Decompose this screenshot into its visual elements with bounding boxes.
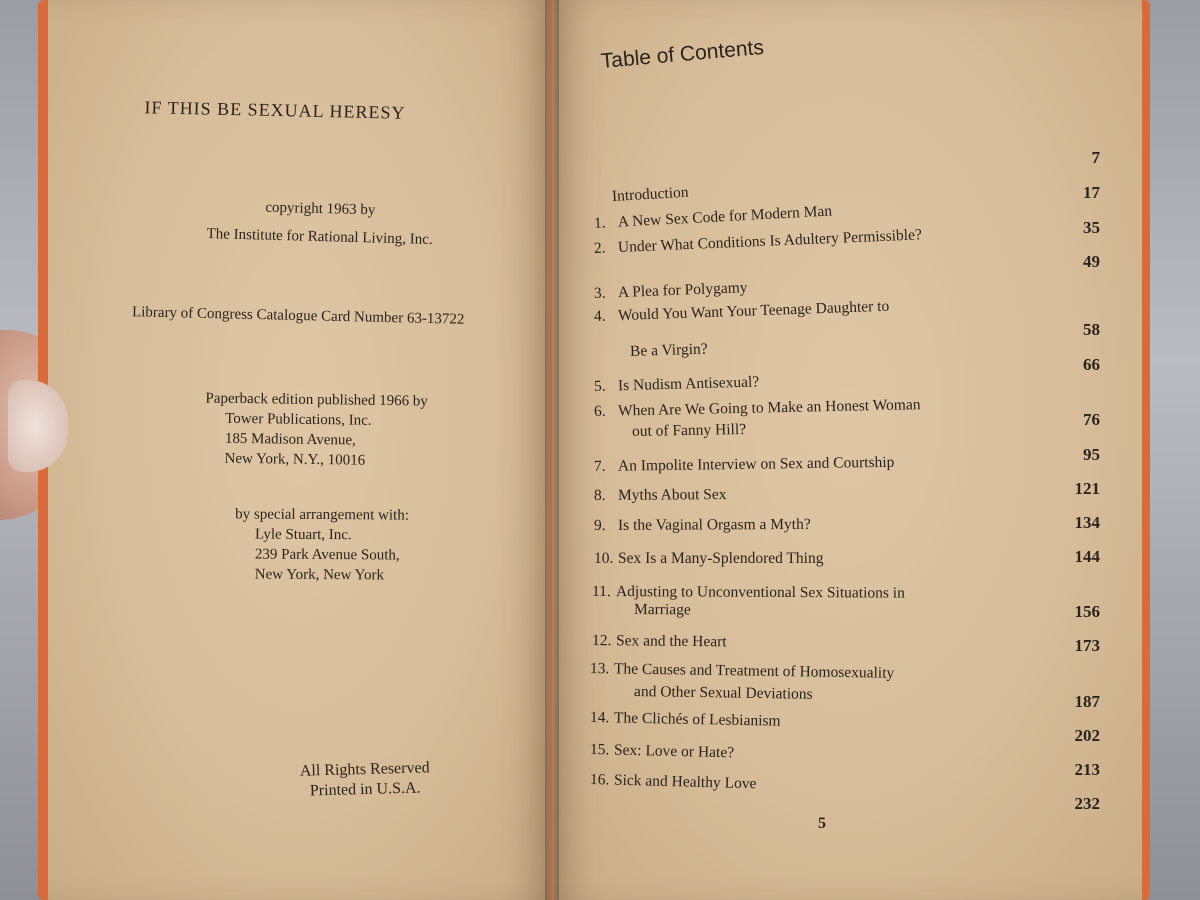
toc-entry-number: 2. bbox=[593, 239, 606, 257]
toc-entry bbox=[590, 709, 781, 731]
toc-entry bbox=[592, 632, 727, 651]
toc-entry-title: Introduction bbox=[611, 183, 689, 205]
toc-entry bbox=[594, 279, 748, 303]
book-title: IF THIS BE SEXUAL HERESY bbox=[144, 97, 406, 123]
toc-entry-title: Would You Want Your Teenage Daughter to bbox=[617, 297, 890, 325]
toc-entry-title: A Plea for Polygamy bbox=[617, 279, 748, 302]
toc-entry-number: 11. bbox=[591, 583, 611, 601]
toc-page-number: 76 bbox=[1083, 410, 1100, 429]
toc-entry-title: Sex Is a Many-Splendored Thing bbox=[618, 550, 824, 567]
toc-page-number: 121 bbox=[1074, 479, 1100, 498]
toc-entry-number: 12. bbox=[591, 632, 612, 650]
toc-entry-number: 8. bbox=[593, 486, 606, 504]
toc-entry-title: Sick and Healthy Love bbox=[613, 771, 757, 793]
paperback-line-3: 185 Madison Avenue, bbox=[224, 430, 356, 449]
toc-entry bbox=[594, 486, 727, 505]
toc-entry-number: 16. bbox=[589, 771, 610, 789]
toc-page-number: 202 bbox=[1074, 726, 1100, 745]
toc-entry bbox=[590, 741, 734, 762]
toc-entry-continuation: out of Fanny Hill? bbox=[631, 421, 747, 440]
toc-entry-title: The Clichés of Lesbianism bbox=[613, 709, 781, 730]
toc-page-number: 213 bbox=[1074, 760, 1100, 779]
toc-entry bbox=[594, 454, 895, 476]
toc-entry bbox=[611, 184, 689, 206]
copyright-holder: The Institute for Rational Living, Inc. bbox=[206, 226, 433, 248]
toc-entry-number: 14. bbox=[589, 709, 610, 727]
toc-page-number: 187 bbox=[1074, 692, 1100, 711]
toc-entry-number: 13. bbox=[589, 660, 610, 678]
paperback-line-4: New York, N.Y., 10016 bbox=[224, 450, 366, 469]
toc-title: Table of Contents bbox=[599, 35, 765, 74]
toc-entry bbox=[594, 203, 833, 233]
toc-entry-continuation: and Other Sexual Deviations bbox=[633, 683, 813, 703]
toc-entry-title: Sex: Love or Hate? bbox=[613, 741, 735, 762]
toc-entry-number: 1. bbox=[593, 214, 607, 232]
toc-page-number: 58 bbox=[1083, 320, 1100, 339]
toc-entry-continuation: Be a Virgin? bbox=[629, 340, 708, 360]
rights-reserved: All Rights Reserved bbox=[299, 759, 430, 780]
toc-page-number: 95 bbox=[1083, 445, 1100, 464]
toc-entry-number: 7. bbox=[593, 457, 606, 475]
special-line-3: 239 Park Avenue South, bbox=[254, 546, 400, 564]
toc-page-number: 17 bbox=[1083, 183, 1100, 202]
toc-entry-title: Myths About Sex bbox=[617, 486, 727, 504]
toc-entry bbox=[592, 583, 905, 603]
toc-entry-continuation: Marriage bbox=[633, 601, 691, 619]
toc-page-number: 66 bbox=[1083, 355, 1100, 374]
toc-page-number: 7 bbox=[1091, 148, 1100, 167]
toc-page-number: 156 bbox=[1074, 602, 1100, 621]
toc-entry-number: 4. bbox=[593, 307, 606, 325]
toc-page-number: 173 bbox=[1074, 636, 1100, 655]
toc-entry bbox=[594, 298, 890, 326]
toc-page-number: 144 bbox=[1074, 547, 1100, 566]
toc-entry bbox=[594, 550, 824, 568]
toc-page-number: 49 bbox=[1083, 252, 1100, 271]
toc-entry bbox=[594, 516, 811, 535]
toc-entry bbox=[594, 226, 923, 258]
paperback-line-1: Paperback edition published 1966 by bbox=[205, 390, 428, 410]
toc-entry bbox=[594, 396, 921, 421]
toc-entry-number: 15. bbox=[589, 741, 610, 759]
special-line-4: New York, New York bbox=[254, 566, 385, 584]
toc-entry-title: Is the Vaginal Orgasm a Myth? bbox=[617, 515, 811, 534]
toc-entry-number: 6. bbox=[593, 402, 606, 420]
toc-page-number: 134 bbox=[1074, 513, 1100, 532]
toc-entry-title: The Causes and Treatment of Homosexuality bbox=[613, 660, 895, 682]
library-of-congress-line: Library of Congress Catalogue Card Number 63-13722 bbox=[131, 304, 465, 328]
special-line-1: by special arrangement with: bbox=[235, 506, 409, 524]
special-line-2: Lyle Stuart, Inc. bbox=[255, 526, 352, 544]
toc-entry bbox=[590, 660, 894, 683]
toc-entry-title: An Impolite Interview on Sex and Courtship bbox=[617, 453, 895, 475]
printed-in: Printed in U.S.A. bbox=[309, 779, 421, 800]
toc-entry-title: A New Sex Code for Modern Man bbox=[617, 202, 833, 231]
toc-entry-title: Sex and the Heart bbox=[615, 632, 727, 651]
toc-entry-title: Is Nudism Antisexual? bbox=[617, 373, 760, 395]
toc-page-number: 35 bbox=[1083, 218, 1100, 237]
toc-entry-title: When Are We Going to Make an Honest Woman bbox=[617, 396, 921, 420]
toc-page-number: 232 bbox=[1074, 794, 1100, 813]
toc-entry-number: 10. bbox=[594, 550, 614, 567]
toc-entry bbox=[594, 373, 760, 396]
toc-entry bbox=[590, 771, 757, 793]
toc-entry-number: 3. bbox=[593, 284, 606, 302]
toc-entry-number: 9. bbox=[593, 516, 606, 534]
toc-entry-title: Under What Conditions Is Adultery Permissible? bbox=[617, 226, 923, 256]
page-folio: 5 bbox=[818, 815, 826, 832]
copyright-line: copyright 1963 by bbox=[265, 199, 376, 219]
toc-entry-number: 5. bbox=[593, 377, 606, 395]
toc-entry-title: Adjusting to Unconventional Sex Situations in bbox=[615, 583, 905, 602]
paperback-line-2: Tower Publications, Inc. bbox=[225, 410, 372, 429]
